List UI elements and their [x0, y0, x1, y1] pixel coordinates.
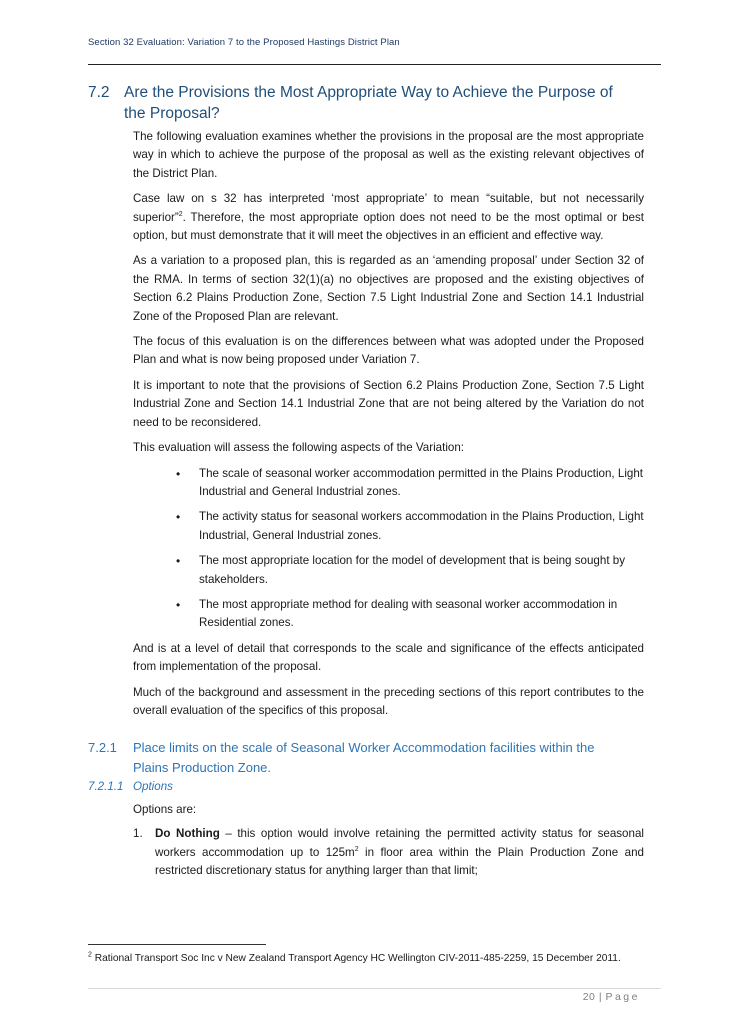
- option-text: – this option would involve retaining the permitted activity status for seasonal workers accommodation up to 125m: [155, 827, 644, 859]
- paragraph: It is important to note that the provisions of Section 6.2 Plains Production Zone, Section 7.5 Light Industrial Zone and Section 14.1 Industrial Zone that are not being altered by the Variation do not need to be reconsidered.: [133, 378, 644, 429]
- subsubsection-number: 7.2.1.1: [88, 780, 124, 793]
- bullet-icon: •: [176, 510, 181, 525]
- footnote-text: Rational Transport Soc Inc v New Zealand Transport Agency HC Wellington CIV-2011-485-2259, 15 December 2011.: [91, 953, 621, 964]
- subsection-title-line1-wrap: [88, 740, 594, 755]
- bullet-icon: •: [176, 597, 181, 612]
- option-bold-label: Do Nothing: [155, 827, 220, 841]
- page-footer: [583, 991, 640, 1003]
- bullet-text: The most appropriate method for dealing with seasonal worker accommodation in Residential zones.: [199, 597, 618, 630]
- options-intro: Options are:: [133, 803, 197, 816]
- bullet-item: [133, 596, 644, 633]
- subsection-heading: [88, 738, 648, 778]
- section-title-line2: the Proposal?: [124, 105, 220, 122]
- subsubsection-title: Options: [133, 780, 173, 793]
- subsection-title-line2: Plains Production Zone.: [133, 760, 272, 775]
- option-item: [133, 825, 644, 880]
- aspects-bullet-list: [133, 465, 644, 633]
- bullet-item: [133, 552, 644, 589]
- paragraph-text: . Therefore, the most appropriate option does not need to be the most optimal or best option, but must demonstrate that it will meet the objectives in an efficient and effective way.: [133, 210, 644, 243]
- options-list: [133, 825, 644, 880]
- paragraph: This evaluation will assess the following aspects of the Variation:: [133, 441, 465, 455]
- section-heading: [88, 82, 648, 124]
- page-label: Page: [605, 991, 640, 1003]
- paragraph: The focus of this evaluation is on the differences between what was adopted under the Proposed Plan and what is now being proposed under Variation 7.: [133, 335, 644, 367]
- options-block: [133, 801, 644, 881]
- footnote-separator: [88, 944, 266, 945]
- bullet-item: [133, 508, 644, 545]
- bullet-item: [133, 465, 644, 502]
- paragraph: Much of the background and assessment in the preceding sections of this report contributes to the overall evaluation of the specifics of this proposal.: [133, 685, 644, 717]
- footnote: [88, 951, 648, 966]
- page-number: 20: [582, 991, 596, 1003]
- superscript: 2: [354, 845, 359, 853]
- footnote-reference[interactable]: 2: [178, 210, 183, 218]
- paragraph-text: Case law on s 32 has interpreted ‘most appropriate’ to mean “suitable, but not necessarily superior”: [133, 192, 644, 224]
- paragraph: And is at a level of detail that corresponds to the scale and significance of the effects anticipated from implementation of the proposal.: [133, 641, 644, 674]
- subsubsection-heading: [88, 780, 173, 793]
- footer-separator: |: [598, 991, 603, 1003]
- subsection-title-line1: Place limits on the scale of Seasonal Worker Accommodation facilities within the: [133, 740, 595, 755]
- paragraph: The following evaluation examines whether the provisions in the proposal are the most appropriate way in which to achieve the purpose of the proposal as well as the existing relevant objectives of the District Plan.: [133, 130, 644, 180]
- section-number: 7.2: [88, 84, 110, 101]
- paragraph: [133, 190, 644, 245]
- running-header: Section 32 Evaluation: Variation 7 to the Proposed Hastings District Plan: [88, 37, 400, 48]
- bullet-text: The activity status for seasonal workers accommodation in the Plains Production, Light Industrial, General Industrial zones.: [199, 510, 644, 542]
- footnote-mark: 2: [88, 951, 92, 959]
- section-body: [133, 128, 644, 727]
- bullet-icon: •: [176, 554, 181, 569]
- bullet-text: The scale of seasonal worker accommodation permitted in the Plains Production, Light Industrial and General Industrial zones.: [199, 466, 644, 498]
- option-text: in floor area within the Plain Production Zone and restricted discretionary status for anything larger than that limit;: [155, 845, 644, 878]
- footer-rule: [88, 988, 661, 989]
- header-rule: [88, 64, 661, 65]
- subsection-number: 7.2.1: [88, 740, 117, 755]
- bullet-text: The most appropriate location for the model of development that is being sought by stakeholders.: [199, 554, 626, 586]
- option-number: 1.: [133, 827, 143, 841]
- bullet-icon: •: [176, 466, 181, 481]
- paragraph: As a variation to a proposed plan, this is regarded as an ‘amending proposal’ under Section 32 of the RMA. In terms of section 32(1)(a) no objectives are proposed and the existing objectives of Section 6.2 Plains Production Zone, Section 7.5 Light Industrial Zone and Section 14.1 Industrial Zone of the Proposed Plan are relevant.: [133, 254, 644, 323]
- section-title-line1: Are the Provisions the Most Appropriate Way to Achieve the Purpose of: [124, 84, 613, 101]
